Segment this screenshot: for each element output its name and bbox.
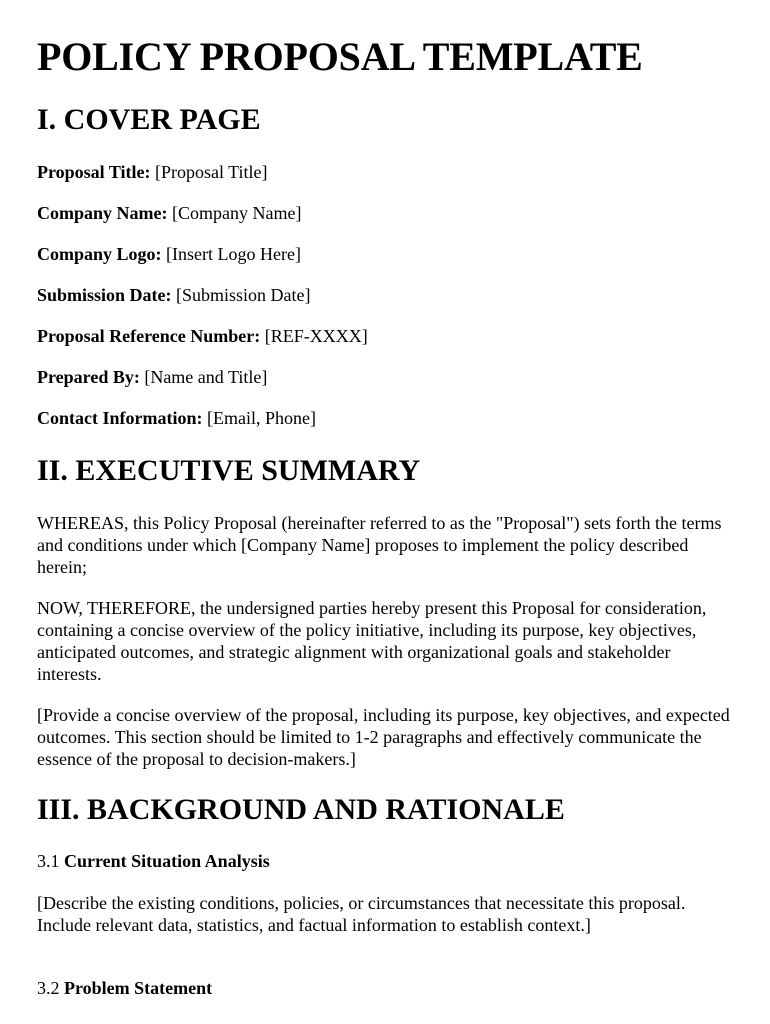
field-label: Proposal Reference Number: [37, 326, 261, 346]
subsection-heading-3-1 [37, 850, 270, 872]
prepared-by-field [37, 366, 267, 388]
background-heading: III. BACKGROUND AND RATIONALE [37, 793, 565, 826]
executive-summary-heading: II. EXECUTIVE SUMMARY [37, 454, 421, 487]
now-therefore-paragraph: NOW, THEREFORE, the undersigned parties hereby present this Proposal for consideration, containing a concise overview of the policy initiative, including its purpose, key objectives, anticipated outcomes, and strategic alignment with organizational goals and stakeholder interests. [37, 598, 707, 684]
reference-number-field [37, 325, 368, 347]
subsection-number: 3.2 [37, 978, 64, 998]
field-value: [Email, Phone] [202, 408, 316, 428]
field-value: [Name and Title] [139, 367, 268, 387]
contact-information-field [37, 407, 316, 429]
submission-date-field [37, 284, 311, 306]
field-label: Prepared By: [37, 367, 140, 387]
current-situation-paragraph: [Describe the existing conditions, policies, or circumstances that necessitate this proposal. Include relevant data, statistics, and factual information to establish context.] [37, 893, 686, 935]
subsection-title: Problem Statement [64, 978, 213, 998]
field-value: [Company Name] [167, 203, 302, 223]
field-value: [REF-XXXX] [260, 326, 368, 346]
field-label: Proposal Title: [37, 162, 151, 182]
company-name-field [37, 202, 301, 224]
subsection-title: Current Situation Analysis [64, 851, 270, 871]
subsection-heading-3-2 [37, 977, 212, 999]
proposal-title-field [37, 161, 268, 183]
whereas-paragraph: WHEREAS, this Policy Proposal (hereinafter referred to as the "Proposal") sets forth the terms and conditions under which [Company Name] proposes to implement the policy described herein; [37, 513, 722, 577]
cover-page-heading: I. COVER PAGE [37, 103, 261, 136]
document-title: POLICY PROPOSAL TEMPLATE [37, 34, 643, 79]
field-value: [Submission Date] [171, 285, 311, 305]
field-value: [Insert Logo Here] [161, 244, 301, 264]
subsection-number: 3.1 [37, 851, 64, 871]
overview-instruction-paragraph: [Provide a concise overview of the proposal, including its purpose, key objectives, and expected outcomes. This section should be limited to 1-2 paragraphs and effectively communicate the essence of the proposal to decision-makers.] [37, 705, 730, 769]
field-value: [Proposal Title] [150, 162, 268, 182]
field-label: Company Name: [37, 203, 168, 223]
company-logo-field [37, 243, 301, 265]
field-label: Submission Date: [37, 285, 172, 305]
field-label: Contact Information: [37, 408, 203, 428]
field-label: Company Logo: [37, 244, 162, 264]
